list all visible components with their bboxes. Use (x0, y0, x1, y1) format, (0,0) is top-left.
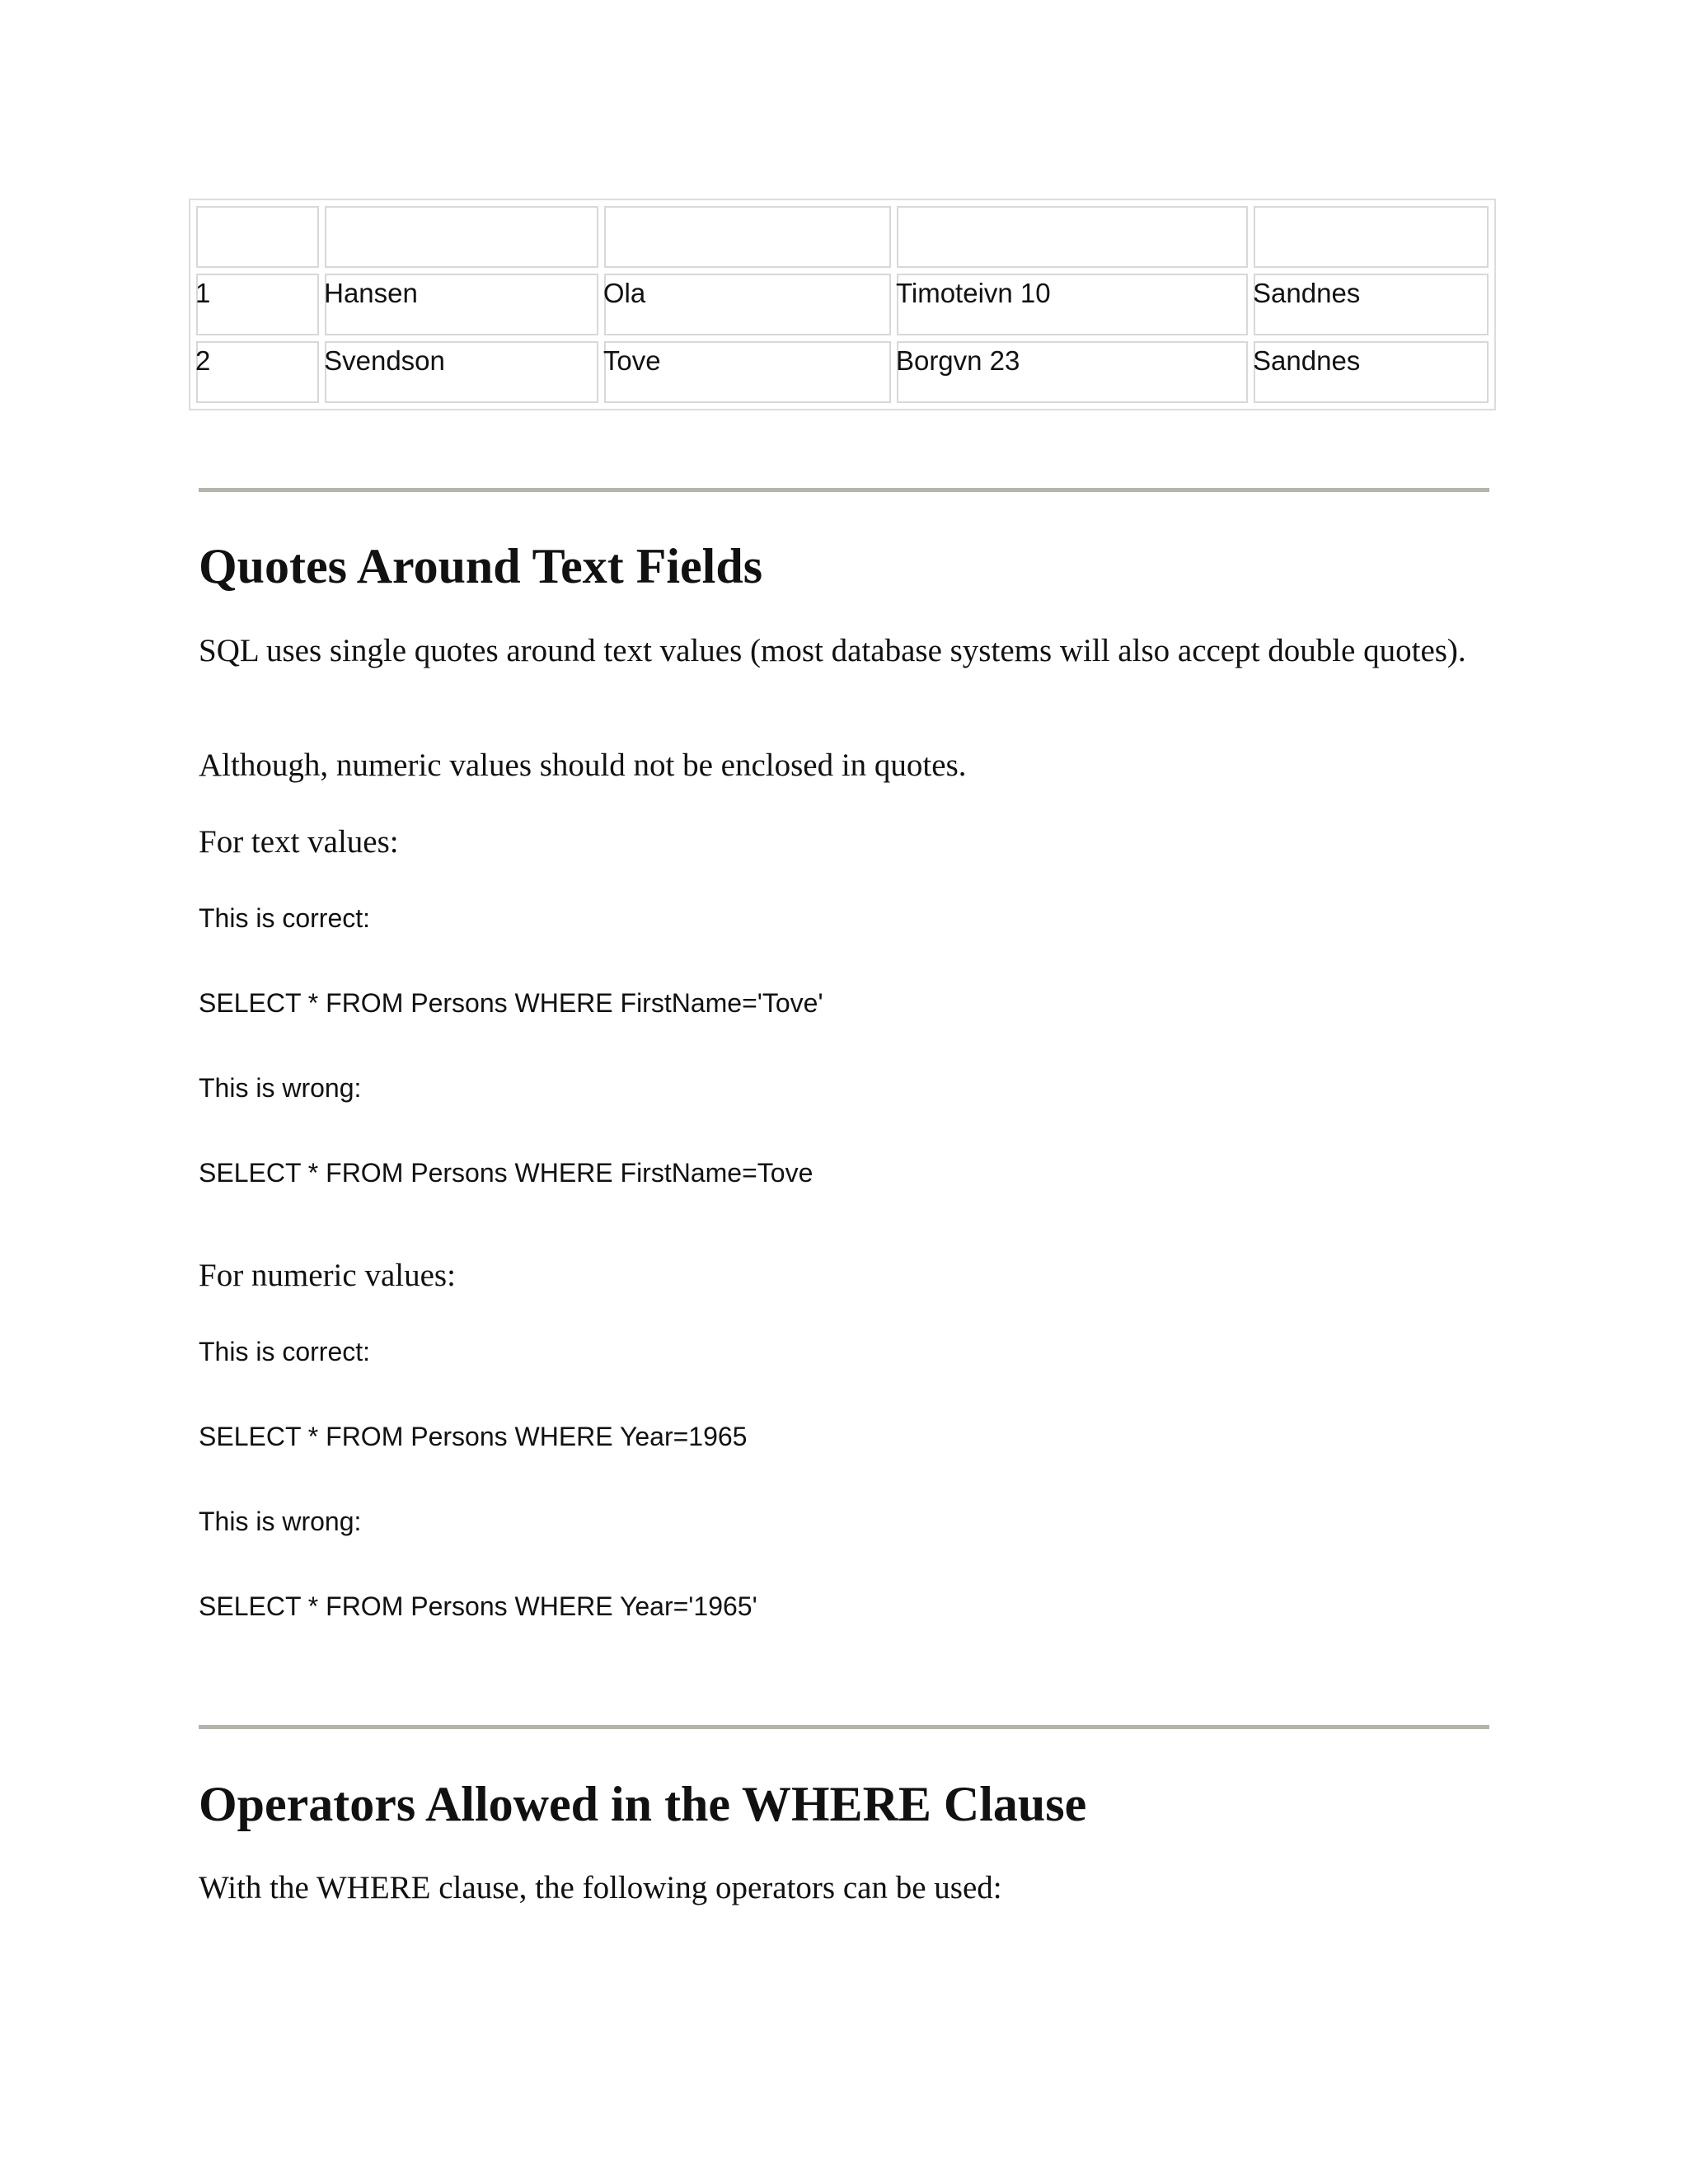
table-cell: Sandnes (1254, 341, 1489, 403)
numeric-wrong-label: This is wrong: (199, 1507, 362, 1536)
section-heading-quotes: Quotes Around Text Fields (199, 539, 763, 593)
table-cell (604, 206, 891, 268)
table-cell (325, 206, 598, 268)
text-correct-label: This is correct: (199, 903, 371, 933)
table-cell: 2 (196, 341, 319, 403)
numeric-correct-label: This is correct: (199, 1337, 371, 1366)
text-wrong-label: This is wrong: (199, 1073, 362, 1103)
section-heading-operators: Operators Allowed in the WHERE Clause (199, 1777, 1087, 1831)
numeric-correct-code: SELECT * FROM Persons WHERE Year=1965 (199, 1422, 748, 1451)
table-cell: Sandnes (1254, 274, 1489, 335)
text-wrong-code: SELECT * FROM Persons WHERE FirstName=Tove (199, 1158, 814, 1188)
persons-table (189, 199, 1496, 410)
text-correct-code: SELECT * FROM Persons WHERE FirstName='Tove' (199, 988, 823, 1018)
table-cell: 1 (196, 274, 319, 335)
table-cell: Svendson (325, 341, 598, 403)
table-cell (1254, 206, 1489, 268)
numeric-values-label: For numeric values: (199, 1258, 456, 1293)
table-row (196, 341, 1489, 403)
paragraph-numeric-note: Although, numeric values should not be enclosed in quotes. (199, 748, 967, 783)
table-cell: Ola (604, 274, 891, 335)
paragraph-quotes-intro: SQL uses single quotes around text values (most database systems will also accept double quotes). (199, 633, 1466, 668)
table-cell: Tove (604, 341, 891, 403)
numeric-wrong-code: SELECT * FROM Persons WHERE Year='1965' (199, 1591, 757, 1621)
horizontal-rule (199, 488, 1489, 492)
paragraph-operators-intro: With the WHERE clause, the following operators can be used: (199, 1870, 1002, 1905)
table-cell: Timoteivn 10 (897, 274, 1248, 335)
text-values-label: For text values: (199, 824, 399, 860)
table-row (196, 274, 1489, 335)
table-cell (196, 206, 319, 268)
table-cell: Hansen (325, 274, 598, 335)
table-row (196, 206, 1489, 268)
table-cell (897, 206, 1248, 268)
table-cell: Borgvn 23 (897, 341, 1248, 403)
horizontal-rule (199, 1725, 1489, 1729)
